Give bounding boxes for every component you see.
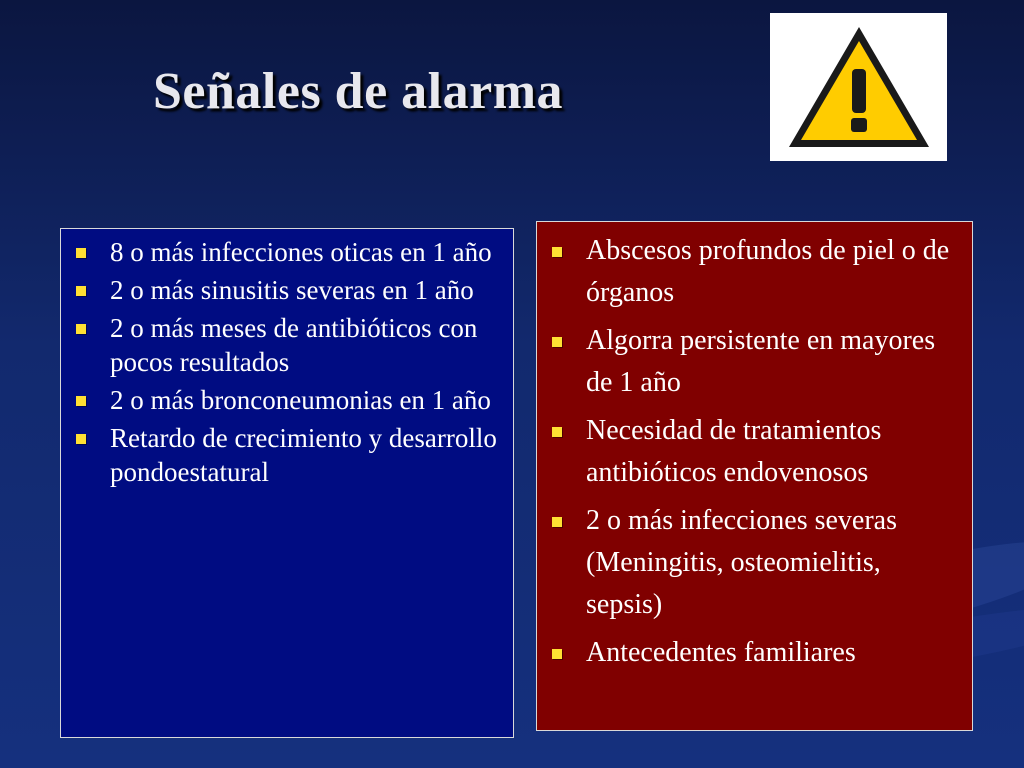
list-item <box>549 500 962 626</box>
slide-title: Señales de alarma <box>153 63 564 120</box>
left-panel <box>60 228 514 738</box>
right-bullet-list <box>549 230 962 674</box>
list-item <box>73 235 503 269</box>
warning-triangle-icon <box>785 21 933 153</box>
bullet-square-icon <box>552 337 562 347</box>
list-item <box>549 410 962 494</box>
left-bullet-list <box>73 235 503 489</box>
list-item-text: 2 o más meses de antibióticos con pocos resultados <box>110 313 478 377</box>
list-item <box>549 230 962 314</box>
list-item-text: Algorra persistente en mayores de 1 año <box>586 325 936 398</box>
list-item-text: Retardo de crecimiento y desarrollo pondoestatural <box>110 423 497 487</box>
bullet-square-icon <box>552 649 562 659</box>
bullet-square-icon <box>76 324 86 334</box>
bullet-square-icon <box>552 247 562 257</box>
bullet-square-icon <box>76 396 86 406</box>
list-item <box>73 273 503 307</box>
bullet-square-icon <box>552 517 562 527</box>
list-item <box>73 383 503 417</box>
list-item-text: 2 o más infecciones severas (Meningitis, osteomielitis, sepsis) <box>586 505 897 620</box>
bullet-square-icon <box>76 248 86 258</box>
warning-image <box>770 13 947 161</box>
list-item-text: 8 o más infecciones oticas en 1 año <box>110 237 492 267</box>
list-item <box>73 421 503 489</box>
list-item-text: Necesidad de tratamientos antibióticos endovenosos <box>586 415 882 488</box>
list-item <box>549 320 962 404</box>
list-item-text: 2 o más bronconeumonias en 1 año <box>110 385 491 415</box>
list-item-text: Abscesos profundos de piel o de órganos <box>586 235 950 308</box>
bullet-square-icon <box>76 434 86 444</box>
list-item <box>549 632 962 674</box>
list-item-text: 2 o más sinusitis severas en 1 año <box>110 275 474 305</box>
bullet-square-icon <box>552 427 562 437</box>
list-item <box>73 311 503 379</box>
bullet-square-icon <box>76 286 86 296</box>
right-panel <box>536 221 973 731</box>
list-item-text: Antecedentes familiares <box>586 637 856 668</box>
